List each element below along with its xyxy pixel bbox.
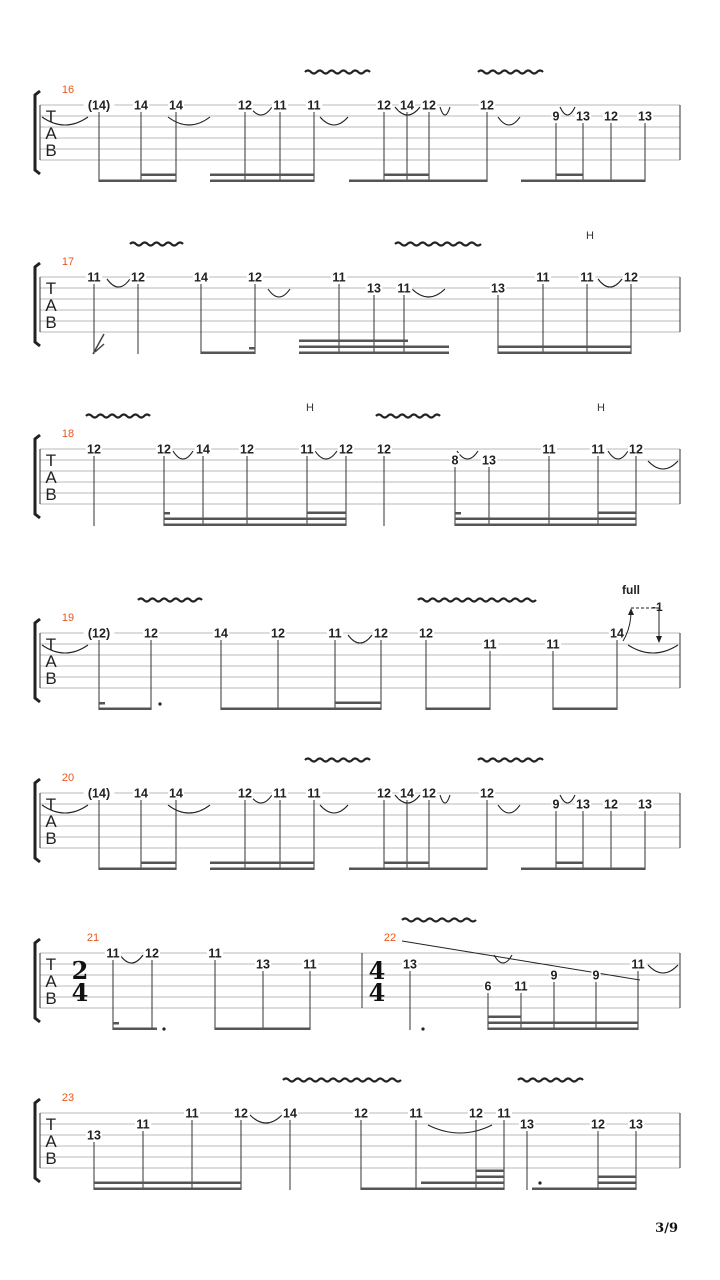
fret-number: 12 [422, 98, 436, 113]
tab-clef-letter: A [45, 124, 57, 143]
beam [521, 180, 645, 183]
beam [299, 340, 408, 343]
beam [299, 352, 449, 355]
beamlet [113, 1022, 119, 1025]
slur-arc [440, 107, 450, 115]
page-number: 3/9 [655, 1221, 678, 1236]
fret-number: 14 [194, 270, 208, 285]
tab-clef-letter: B [45, 485, 57, 504]
vibrato-mark [376, 415, 440, 418]
system-20 [35, 759, 680, 871]
vibrato-mark [130, 243, 183, 246]
fret-number: 11 [208, 946, 222, 961]
beam [141, 174, 176, 177]
fret-number: 11 [332, 270, 346, 285]
vibrato-mark [305, 71, 370, 74]
tab-clef-letter: T [45, 279, 57, 298]
fret-number: 12 [354, 1106, 368, 1121]
beam [99, 180, 176, 183]
fret-number: 14 [134, 786, 148, 801]
fret-number: 9 [552, 109, 560, 124]
fret-number: 11 [397, 281, 411, 296]
fret-number: 14 [169, 786, 183, 801]
slur-arc [348, 635, 372, 643]
slur-arc [173, 451, 193, 459]
slide-line [402, 941, 640, 980]
fret-number: 12 [422, 786, 436, 801]
vibrato-mark [478, 759, 543, 762]
fret-number: 13 [87, 1128, 101, 1143]
fret-number: 9 [592, 968, 600, 983]
beam [488, 1022, 638, 1025]
beam [164, 524, 346, 527]
tab-clef-letter: A [45, 468, 57, 487]
fret-number: 12 [234, 1106, 248, 1121]
fret-number: 14 [169, 98, 183, 113]
beam [498, 352, 631, 355]
slur-arc [250, 1115, 282, 1123]
fret-number: 12 [271, 626, 285, 641]
fret-number: 11 [328, 626, 342, 641]
fret-number: 12 [374, 626, 388, 641]
measure-number: 20 [61, 772, 75, 784]
fret-number: 13 [638, 109, 652, 124]
slur-arc [168, 117, 210, 125]
system-bracket [35, 435, 40, 518]
system-19 [35, 583, 680, 710]
beam [164, 518, 346, 521]
tab-clef-letter: B [45, 829, 57, 848]
fret-number: 11 [307, 98, 321, 113]
slur-arc [457, 451, 478, 459]
slur-arc [648, 461, 678, 469]
fret-number: 11 [273, 786, 287, 801]
beam [384, 174, 429, 177]
system-bracket [35, 91, 40, 174]
vibrato-mark [305, 759, 370, 762]
beam [113, 1028, 157, 1031]
bend-amount-label: full [622, 583, 640, 597]
fret-number: 9 [552, 797, 560, 812]
beam [532, 1188, 636, 1191]
slur-arc [107, 279, 130, 287]
beam [210, 862, 314, 865]
tab-clef-letter: B [45, 989, 57, 1008]
fret-number: (14) [87, 786, 111, 801]
beam [210, 174, 314, 177]
fret-number: 12 [339, 442, 353, 457]
beam [521, 868, 645, 871]
tab-clef-letter: T [45, 107, 57, 126]
beam [488, 1016, 521, 1019]
beam [141, 862, 176, 865]
time-signature-top: 2 [71, 956, 89, 985]
beam [215, 1028, 310, 1031]
fret-number: 14 [610, 626, 624, 641]
slur-arc [412, 289, 445, 297]
tab-clef-letter: T [45, 1115, 57, 1134]
vibrato-mark [518, 1079, 583, 1082]
measure-number: 19 [61, 612, 75, 624]
beam [598, 1176, 636, 1179]
dot [162, 1027, 165, 1030]
beam [421, 1182, 504, 1185]
fret-number: 12 [629, 442, 643, 457]
beam [598, 1182, 636, 1185]
measure-number: 22 [383, 932, 397, 944]
tab-clef-letter: T [45, 451, 57, 470]
fret-number: 12 [624, 270, 638, 285]
tab-clef-letter: A [45, 812, 57, 831]
slur-arc [428, 1125, 492, 1133]
measure-number: 21 [86, 932, 100, 944]
system-17 [35, 230, 680, 354]
beam [556, 862, 583, 865]
fret-number: 11 [580, 270, 594, 285]
fret-number: 11 [497, 1106, 511, 1121]
tab-clef-letter: T [45, 635, 57, 654]
fret-number: 11 [591, 442, 605, 457]
slur-arc [268, 289, 290, 297]
release-amount-label: -1 [652, 600, 663, 614]
slur-arc [608, 451, 628, 459]
fret-number: 12 [157, 442, 171, 457]
beam [99, 708, 151, 711]
fret-number: 12 [480, 98, 494, 113]
fret-number: 12 [480, 786, 494, 801]
tab-clef-letter: B [45, 313, 57, 332]
tab-clef-letter: A [45, 972, 57, 991]
beam [361, 1188, 504, 1191]
bend-arrow-up [628, 608, 634, 615]
slur-arc [560, 795, 575, 803]
vibrato-mark [402, 919, 476, 922]
system-bracket [35, 619, 40, 702]
fret-number: 11 [106, 946, 120, 961]
slur-arc [320, 117, 348, 125]
fret-number: 13 [482, 453, 496, 468]
fret-number: 12 [240, 442, 254, 457]
system-18 [35, 402, 680, 526]
fret-number: 9 [550, 968, 558, 983]
fret-number: 13 [367, 281, 381, 296]
fret-number: 13 [576, 109, 590, 124]
tab-clef-letter: A [45, 652, 57, 671]
beam [201, 352, 255, 355]
system-23 [35, 1079, 680, 1191]
vibrato-mark [138, 599, 202, 602]
fret-number: 14 [283, 1106, 297, 1121]
system-16 [35, 71, 680, 183]
tab-clef-letter: T [45, 795, 57, 814]
fret-number: 12 [469, 1106, 483, 1121]
beam [384, 862, 429, 865]
hammer-on-marker: H [597, 402, 605, 414]
system-bracket [35, 939, 40, 1022]
fret-number: 11 [514, 979, 528, 994]
slur-arc [560, 107, 575, 115]
slur-arc [250, 107, 272, 115]
fret-number: 12 [377, 98, 391, 113]
measure-number: 18 [61, 428, 75, 440]
measure-number: 16 [61, 84, 75, 96]
slur-arc [498, 117, 520, 125]
fret-number: 6 [484, 979, 492, 994]
dot [158, 702, 161, 705]
dot [421, 1027, 424, 1030]
vibrato-mark [418, 599, 536, 602]
fret-number: 12 [591, 1117, 605, 1132]
beam [556, 174, 583, 177]
fret-number: 11 [185, 1106, 199, 1121]
fret-number: 14 [134, 98, 148, 113]
slur-arc [440, 795, 450, 803]
beam [99, 868, 176, 871]
beam [553, 708, 617, 711]
hammer-on-marker: H [306, 402, 314, 414]
beam [221, 708, 381, 711]
slur-arc [315, 451, 337, 459]
fret-number: 14 [196, 442, 210, 457]
fret-number: 13 [520, 1117, 534, 1132]
vibrato-mark [478, 71, 543, 74]
fret-number: 11 [136, 1117, 150, 1132]
fret-number: 11 [303, 957, 317, 972]
beam [94, 1182, 241, 1185]
fret-number: 14 [400, 98, 414, 113]
fret-number: 12 [144, 626, 158, 641]
fret-number: 11 [307, 786, 321, 801]
dot [538, 1181, 541, 1184]
fret-number: 11 [409, 1106, 423, 1121]
fret-number: 13 [256, 957, 270, 972]
beam [476, 1170, 504, 1173]
beam [299, 346, 449, 349]
beamlet [249, 347, 255, 350]
slur-arc [250, 795, 272, 803]
fret-number: 12 [131, 270, 145, 285]
beam [210, 868, 314, 871]
system-bracket [35, 779, 40, 862]
fret-number: 12 [604, 797, 618, 812]
vibrato-mark [395, 243, 481, 246]
system-21 [35, 919, 680, 1031]
tab-clef-letter: B [45, 669, 57, 688]
tab-clef-letter: A [45, 1132, 57, 1151]
fret-number: 11 [483, 637, 497, 652]
slur-arc [320, 805, 348, 813]
fret-number: 11 [542, 442, 556, 457]
fret-number: 13 [576, 797, 590, 812]
tab-clef-letter: T [45, 955, 57, 974]
time-signature-top: 4 [368, 956, 386, 985]
slur-arc [628, 645, 678, 653]
beamlet [99, 702, 105, 705]
beam [476, 1176, 504, 1179]
time-signature-bottom: 4 [71, 978, 89, 1007]
beam [498, 346, 631, 349]
tab-clef-letter: B [45, 1149, 57, 1168]
beam [455, 518, 636, 521]
fret-number: 8 [451, 453, 459, 468]
fret-number: 12 [248, 270, 262, 285]
fret-number: 11 [87, 270, 101, 285]
fret-number: 13 [403, 957, 417, 972]
beam [94, 1188, 241, 1191]
fret-number: (14) [87, 98, 111, 113]
fret-number: 12 [377, 786, 391, 801]
fret-number: 12 [87, 442, 101, 457]
bend-arrow-down [656, 636, 662, 643]
fret-number: 13 [638, 797, 652, 812]
fret-number: 12 [238, 98, 252, 113]
system-bracket [35, 1099, 40, 1182]
fret-number: 12 [238, 786, 252, 801]
fret-number: 11 [273, 98, 287, 113]
slur-arc [598, 279, 622, 287]
fret-number: 13 [629, 1117, 643, 1132]
fret-number: 11 [300, 442, 314, 457]
vibrato-mark [283, 1079, 401, 1082]
fret-number: 12 [604, 109, 618, 124]
slur-arc [168, 805, 210, 813]
beam [598, 512, 636, 515]
slur-arc [498, 805, 520, 813]
hammer-on-marker: H [586, 230, 594, 242]
beam [349, 180, 487, 183]
beam [488, 1028, 638, 1031]
vibrato-mark [86, 415, 150, 418]
beamlet [455, 512, 461, 515]
fret-number: 12 [377, 442, 391, 457]
fret-number: 14 [400, 786, 414, 801]
fret-number: (12) [87, 626, 111, 641]
beam [335, 702, 381, 705]
tab-clef-letter: B [45, 141, 57, 160]
fret-number: 13 [491, 281, 505, 296]
beamlet [164, 512, 170, 515]
beam [307, 512, 346, 515]
time-signature-bottom: 4 [368, 978, 386, 1007]
tab-clef-letter: A [45, 296, 57, 315]
slur-arc [120, 955, 143, 963]
grace-flag [93, 334, 104, 354]
fret-number: 12 [419, 626, 433, 641]
fret-number: 11 [536, 270, 550, 285]
fret-number: 14 [214, 626, 228, 641]
measure-number: 23 [61, 1092, 75, 1104]
beam [455, 524, 636, 527]
slur-arc [648, 965, 678, 973]
beam [210, 180, 314, 183]
measure-number: 17 [61, 256, 75, 268]
fret-number: 11 [546, 637, 560, 652]
system-bracket [35, 263, 40, 346]
beam [349, 868, 487, 871]
fret-number: 12 [145, 946, 159, 961]
fret-number: 11 [631, 957, 645, 972]
beam [426, 708, 490, 711]
